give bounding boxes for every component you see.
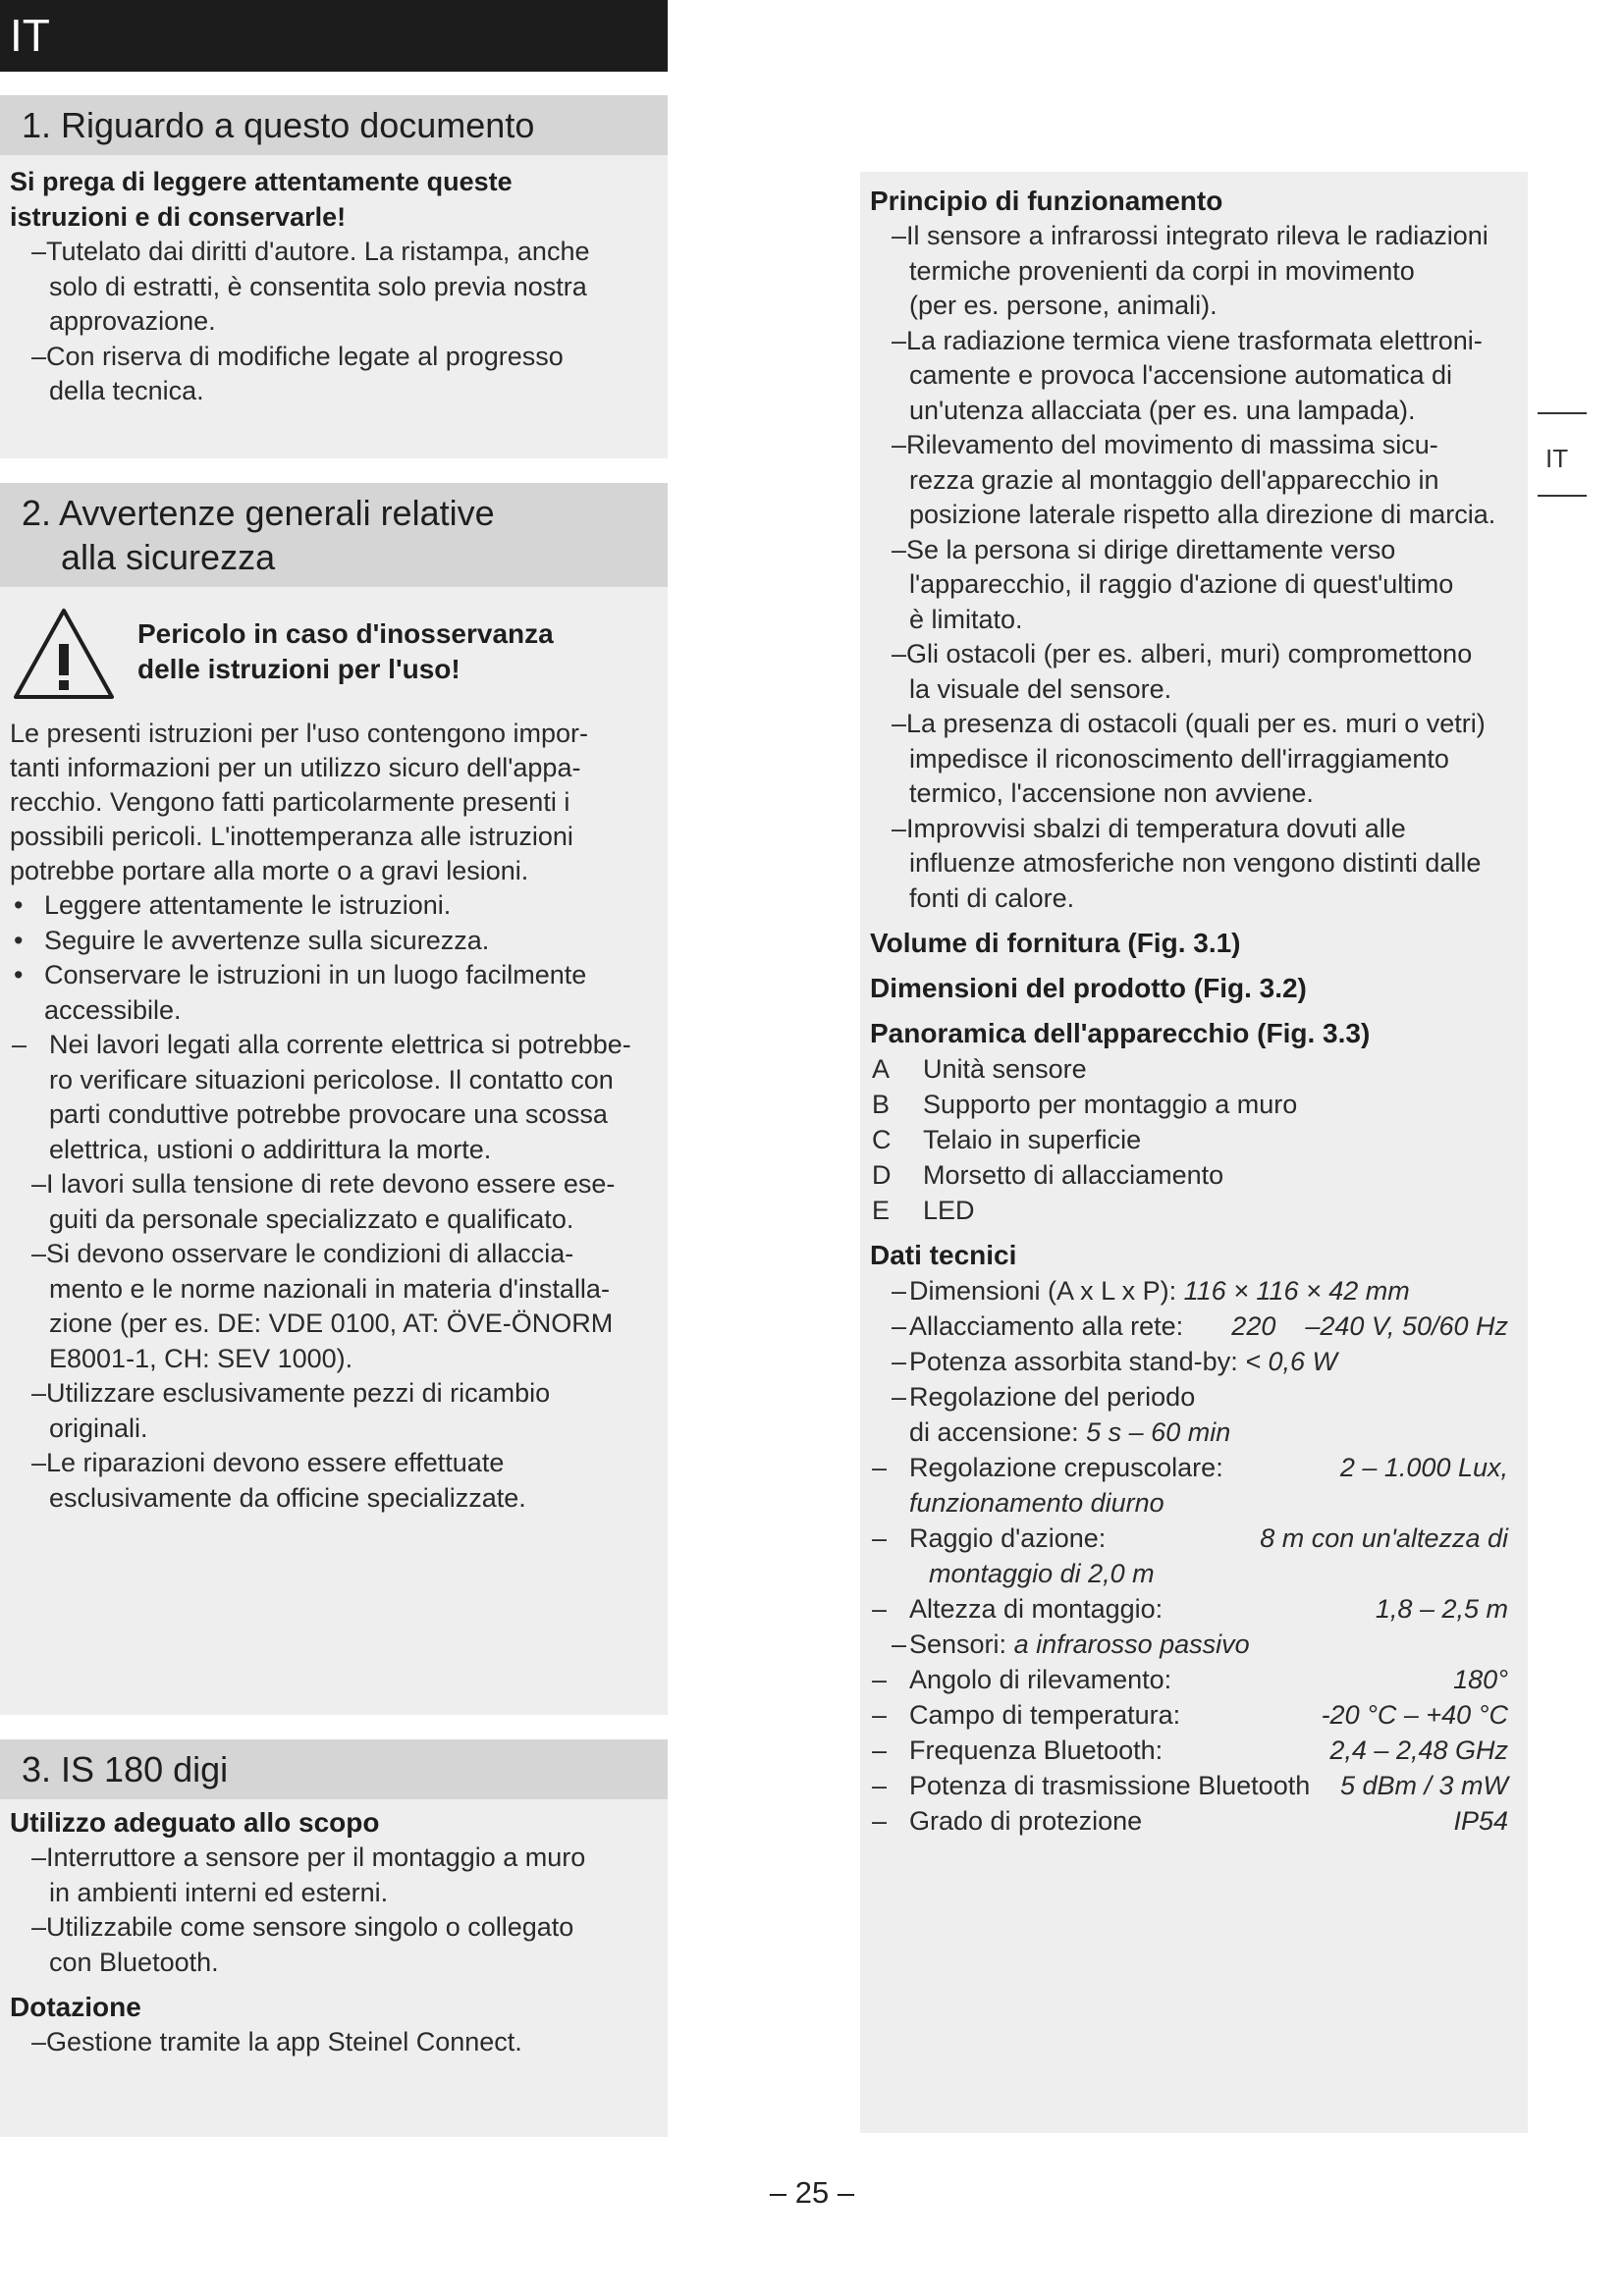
spec-row xyxy=(870,1344,1508,1379)
text-line: zione (per es. DE: VDE 0100, AT: ÖVE-ÖNORM xyxy=(49,1308,614,1338)
list-item xyxy=(892,428,1508,533)
text-line: la visuale del sensore. xyxy=(909,673,1172,704)
warning-text xyxy=(137,616,554,687)
spec-row xyxy=(870,1697,1508,1733)
use-heading: Utilizzo adeguato allo scopo xyxy=(10,1807,380,1838)
right-column xyxy=(860,172,1528,2133)
equipment-heading: Dotazione xyxy=(10,1992,141,2022)
warning-line: Pericolo in caso d'inosservanza xyxy=(137,618,554,649)
spec-value: IP54 xyxy=(1453,1806,1508,1836)
page-number: – 25 – xyxy=(769,2175,855,2210)
side-tab-label: IT xyxy=(1545,444,1569,473)
spec-label: – Frequenza Bluetooth: xyxy=(909,1735,1164,1765)
text-line: originali. xyxy=(49,1413,148,1443)
list-item xyxy=(31,1237,648,1376)
spec-label: – Angolo di rilevamento: xyxy=(909,1665,1172,1694)
part-item xyxy=(870,1087,1508,1122)
safety-paragraph xyxy=(10,717,648,888)
bullet-item xyxy=(10,924,648,959)
warning-line: delle istruzioni per l'uso! xyxy=(137,654,460,684)
part-key: A xyxy=(872,1054,891,1084)
text-line: Le presenti istruzioni per l'uso contengono impor- xyxy=(10,719,588,748)
text-line: esclusivamente da officine specializzate. xyxy=(49,1482,526,1513)
section-3-title: 3. IS 180 digi xyxy=(0,1739,668,1799)
text-line: camente e provoca l'accensione automatica di xyxy=(909,360,1452,390)
part-label: Telaio in superficie xyxy=(923,1125,1142,1154)
text-line: influenze atmosferiche non vengono distinti dalle xyxy=(909,848,1482,878)
spec-value: 1,8 – 2,5 m xyxy=(1375,1594,1508,1624)
sub-warning-list xyxy=(10,1167,648,1516)
section-1-intro xyxy=(10,165,648,235)
list-item xyxy=(31,1841,648,1910)
text-line: approvazione. xyxy=(49,306,216,336)
part-item xyxy=(870,1157,1508,1193)
overview-heading: Panoramica dell'apparecchio (Fig. 3.3) xyxy=(870,1018,1371,1048)
spec-label: di accensione: xyxy=(909,1417,1079,1447)
language-header: IT xyxy=(0,0,668,72)
text-line: –Se la persona si dirige direttamente verso xyxy=(892,534,1396,564)
text-line: potrebbe portare alla morte o a gravi lesioni. xyxy=(10,856,529,885)
list-item xyxy=(892,324,1508,429)
part-item xyxy=(870,1122,1508,1157)
text-line: l'apparecchio, il raggio d'azione di quest'ultimo xyxy=(909,569,1454,599)
divider xyxy=(1538,412,1587,414)
equipment-list xyxy=(10,2025,648,2060)
bullet-item xyxy=(10,958,648,1028)
text-line: E8001-1, CH: SEV 1000). xyxy=(49,1343,353,1373)
text-line: impedisce il riconoscimento dell'irraggiamento xyxy=(909,743,1449,774)
list-item xyxy=(892,219,1508,324)
text-line: in ambienti interni ed esterni. xyxy=(49,1877,389,1907)
part-label: Morsetto di allacciamento xyxy=(923,1160,1224,1190)
text-line: posizione laterale rispetto alla direzione di marcia. xyxy=(909,500,1496,529)
spec-label: – Potenza di trasmissione Bluetooth xyxy=(909,1771,1311,1800)
list-item xyxy=(31,1376,648,1446)
text-line: recchio. Vengono fatti particolarmente presenti i xyxy=(10,787,570,817)
text-line: • Seguire le avvertenze sulla sicurezza. xyxy=(44,925,490,955)
spec-label: Dimensioni (A x L x P): xyxy=(909,1276,1177,1306)
language-side-tab xyxy=(1538,412,1587,501)
spec-value: 2 – 1.000 Lux, xyxy=(1339,1453,1508,1482)
text-line: tanti informazioni per un utilizzo sicuro dell'appa- xyxy=(10,753,581,782)
text-line: –Interruttore a sensore per il montaggio a muro xyxy=(31,1842,586,1872)
list-item: –Gestione tramite la app Steinel Connect. xyxy=(31,2027,522,2056)
list-item xyxy=(31,235,648,340)
part-key: C xyxy=(872,1125,892,1154)
spec-row xyxy=(870,1591,1508,1627)
text-line: ro verificare situazioni pericolose. Il contatto con xyxy=(49,1064,614,1095)
spec-value: 5 dBm / 3 mW xyxy=(1339,1771,1508,1800)
text-line: (per es. persone, animali). xyxy=(909,291,1218,320)
text-line: • Leggere attentamente le istruzioni. xyxy=(44,890,452,920)
section-1 xyxy=(0,95,668,458)
spec-value: 220 –240 V, 50/60 Hz xyxy=(1231,1311,1508,1341)
spec-row-continued xyxy=(870,1415,1508,1450)
principle-list xyxy=(870,219,1508,916)
spec-label: – Raggio d'azione: xyxy=(909,1523,1107,1553)
text-line: –I lavori sulla tensione di rete devono essere ese- xyxy=(31,1169,616,1199)
section-2 xyxy=(0,483,668,1715)
spec-value: -20 °C – +40 °C xyxy=(1321,1700,1508,1730)
text-line: –Tutelato dai diritti d'autore. La ristampa, anche xyxy=(31,237,590,266)
spec-label: – Altezza di montaggio: xyxy=(909,1594,1164,1624)
list-item xyxy=(31,1446,648,1516)
spec-row xyxy=(870,1803,1508,1839)
intro-line: istruzioni e di conservarle! xyxy=(10,201,347,232)
title-line: alla sicurezza xyxy=(61,537,276,577)
spec-label: Sensori: xyxy=(909,1629,1007,1659)
section-1-title: 1. Riguardo a questo documento xyxy=(0,95,668,155)
spec-value: montaggio di 2,0 m xyxy=(929,1559,1155,1588)
spec-value: 8 m con un'altezza di xyxy=(1260,1523,1508,1553)
warning-triangle-icon xyxy=(10,605,118,703)
spec-row xyxy=(870,1379,1508,1415)
text-line: –Si devono osservare le condizioni di allaccia- xyxy=(31,1239,574,1268)
spec-row xyxy=(870,1308,1508,1344)
principle-heading: Principio di funzionamento xyxy=(870,186,1223,216)
part-key: E xyxy=(872,1196,891,1225)
spec-row xyxy=(870,1450,1508,1485)
section-1-list xyxy=(10,235,648,409)
volume-heading: Volume di fornitura (Fig. 3.1) xyxy=(870,928,1241,958)
text-line: elettrica, ustioni o addirittura la morte. xyxy=(49,1134,492,1164)
text-line: – Nei lavori legati alla corrente elettrica si potrebbe- xyxy=(49,1030,631,1059)
part-key: B xyxy=(872,1090,891,1119)
list-item xyxy=(892,637,1508,707)
text-line: solo di estratti, è consentita solo previa nostra xyxy=(49,271,587,301)
spec-value: 180° xyxy=(1453,1665,1508,1694)
text-line: termico, l'accensione non avviene. xyxy=(909,778,1314,808)
tech-heading: Dati tecnici xyxy=(870,1240,1017,1270)
text-line: –La radiazione termica viene trasformata elettroni- xyxy=(892,325,1483,355)
section-3 xyxy=(0,1739,668,2137)
section-2-title xyxy=(0,483,668,587)
text-line: guiti da personale specializzato e qualificato. xyxy=(49,1203,574,1234)
list-item xyxy=(892,533,1508,638)
spec-row xyxy=(870,1627,1508,1662)
spec-value: a infrarosso passivo xyxy=(1013,1629,1250,1659)
part-label: Unità sensore xyxy=(923,1054,1087,1084)
text-line: fonti di calore. xyxy=(909,882,1075,913)
spec-value: 5 s – 60 min xyxy=(1086,1417,1231,1447)
part-key: D xyxy=(872,1160,892,1190)
text-line: –Utilizzare esclusivamente pezzi di ricambio xyxy=(31,1378,551,1408)
spec-row xyxy=(870,1662,1508,1697)
part-label: Supporto per montaggio a muro xyxy=(923,1090,1298,1119)
dimensions-heading: Dimensioni del prodotto (Fig. 3.2) xyxy=(870,973,1307,1003)
text-line: un'utenza allacciata (per es. una lampada). xyxy=(909,395,1416,425)
text-line: –Le riparazioni devono essere effettuate xyxy=(31,1448,505,1477)
part-item xyxy=(870,1051,1508,1087)
spec-label: – Grado di protezione xyxy=(909,1806,1143,1836)
text-line: possibili pericoli. L'inottemperanza alle istruzioni xyxy=(10,822,573,851)
spec-row xyxy=(870,1521,1508,1556)
list-item xyxy=(892,707,1508,812)
spec-label: – Allacciamento alla rete: xyxy=(909,1311,1184,1341)
text-line: termiche provenienti da corpi in movimento xyxy=(909,255,1415,286)
parts-list xyxy=(870,1051,1508,1228)
text-line: –Con riserva di modifiche legate al progresso xyxy=(31,341,564,371)
spec-label: Potenza assorbita stand-by: xyxy=(909,1347,1238,1376)
text-line: –La presenza di ostacoli (quali per es. muri o vetri) xyxy=(892,709,1486,738)
text-line: –Il sensore a infrarossi integrato rileva le radiazioni xyxy=(892,221,1489,250)
title-line: 2. Avvertenze generali relative xyxy=(22,493,495,533)
bullet-item xyxy=(10,888,648,924)
bullet-list xyxy=(10,888,648,1028)
spec-row xyxy=(870,1273,1508,1308)
list-item xyxy=(31,1910,648,1980)
text-line: –Rilevamento del movimento di massima sicu- xyxy=(892,430,1438,459)
text-line: accessibile. xyxy=(44,994,182,1025)
spec-row xyxy=(870,1733,1508,1768)
spec-value: < 0,6 W xyxy=(1245,1347,1338,1376)
left-column xyxy=(0,0,668,2056)
list-item xyxy=(31,1167,648,1237)
text-line: mento e le norme nazionali in materia d'installa- xyxy=(49,1273,610,1304)
spec-list xyxy=(870,1273,1508,1839)
spec-label: – Regolazione crepuscolare: xyxy=(909,1453,1223,1482)
spec-value: funzionamento diurno xyxy=(909,1488,1164,1518)
divider xyxy=(1538,495,1587,497)
text-line: –Improvvisi sbalzi di temperatura dovuti alle xyxy=(892,813,1406,843)
list-item xyxy=(892,812,1508,917)
text-line: –Gli ostacoli (per es. alberi, muri) compromettono xyxy=(892,639,1473,668)
use-list xyxy=(10,1841,648,1980)
electrical-warning xyxy=(10,1028,648,1167)
list-item xyxy=(31,340,648,409)
text-line: è limitato. xyxy=(909,604,1023,634)
text-line: della tecnica. xyxy=(49,376,204,405)
spec-label: – Campo di temperatura: xyxy=(909,1700,1181,1730)
part-label: LED xyxy=(923,1196,975,1225)
intro-line: Si prega di leggere attentamente queste xyxy=(10,167,513,196)
spec-label: – Regolazione del periodo xyxy=(909,1382,1196,1412)
text-line: con Bluetooth. xyxy=(49,1947,219,1977)
text-line: –Utilizzabile come sensore singolo o collegato xyxy=(31,1912,574,1942)
text-line: rezza grazie al montaggio dell'apparecchio in xyxy=(909,464,1439,495)
spec-row xyxy=(870,1768,1508,1803)
warning-block xyxy=(0,587,668,713)
part-item xyxy=(870,1193,1508,1228)
spec-value: 2,4 – 2,48 GHz xyxy=(1329,1735,1508,1765)
text-line: parti conduttive potrebbe provocare una scossa xyxy=(49,1099,608,1129)
text-line: • Conservare le istruzioni in un luogo facilmente xyxy=(44,960,587,989)
spec-value: 116 × 116 × 42 mm xyxy=(1183,1276,1410,1306)
